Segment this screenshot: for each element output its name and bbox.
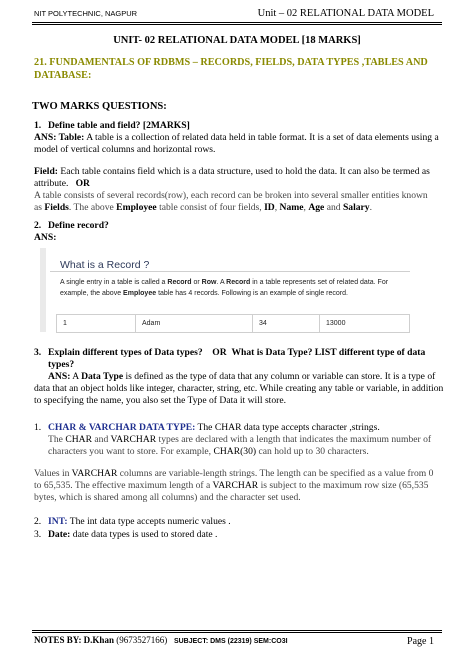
figure-text-part: in a table represents set of related data. For (250, 279, 389, 286)
record-fields: Fields (44, 202, 69, 213)
record-text: . (369, 202, 373, 213)
answer-3-text: A (70, 371, 82, 382)
field-line-1: Each table contains field which is a data structure, used to hold the data. It can also be termed as (57, 166, 430, 177)
figure-text-part: A single entry in a table is called a (60, 279, 168, 286)
list-item-int (34, 516, 454, 528)
question-1 (34, 120, 190, 131)
record-age: Age (308, 202, 325, 213)
header-unit: Unit – 02 RELATIONAL DATA MODEL (257, 8, 434, 19)
figure-title (50, 255, 410, 272)
footer-divider (32, 630, 442, 631)
figure-cell-id: 1 (57, 315, 136, 332)
figure-cell-name: Adam (136, 315, 253, 332)
char-text: characters you want to store. For example, (48, 446, 214, 457)
answer-1-label: ANS: Table: (34, 132, 85, 143)
question-3-text-2: What is Data Type? LIST different type of data (231, 347, 426, 358)
record-name: Name (279, 202, 304, 213)
question-1-number: 1. (34, 120, 42, 131)
figure-text-part: or (191, 279, 202, 286)
topic-heading: 21. FUNDAMENTALS OF RDBMS – RECORDS, FIELDS, DATA TYPES ,TABLES AND DATABASE: (34, 57, 428, 81)
varchar-text: to 65,535. The effective maximum length of a (34, 480, 213, 491)
list-item-char (34, 422, 454, 434)
varchar-keyword-2: VARCHAR (71, 468, 118, 479)
question-2 (34, 220, 109, 231)
header-divider (32, 22, 442, 23)
list-number-1: 1. (34, 422, 42, 433)
field-definition (34, 166, 454, 190)
list-text-char: The CHAR data type accepts character ,strings. (195, 422, 380, 433)
page-title: UNIT- 02 RELATIONAL DATA MODEL [18 MARKS] (113, 35, 361, 46)
question-3 (34, 347, 454, 371)
image-border (40, 248, 46, 332)
footer-divider-2 (32, 632, 442, 633)
figure-record-2: Record (226, 279, 251, 286)
answer-1-line-1: A table is a collection of related data held in table format. It is a set of data elements using a (84, 132, 439, 143)
answer-3-text: is defined as the type of data that any column or variable can store. It is a type of (123, 371, 436, 382)
list-text-date: date data types is used to stored date . (70, 529, 218, 540)
question-1-text: Define table and field? [2MARKS] (48, 120, 190, 131)
list-label-int: INT: (48, 516, 68, 527)
list-item-date (34, 529, 454, 541)
record-id: ID (264, 202, 275, 213)
varchar-keyword-3: VARCHAR (212, 480, 259, 491)
varchar-text: Values in (34, 468, 72, 479)
footer-author: NOTES BY: D.Khan (34, 635, 114, 645)
page-number: Page 1 (407, 636, 434, 647)
char-text: types are declared with a length that indicates the maximum number of (156, 434, 432, 445)
char-text: can hold up to 30 characters. (256, 446, 369, 457)
record-salary: Salary (342, 202, 370, 213)
figure-cell-age: 34 (253, 315, 320, 332)
figure-cell-salary: 13000 (326, 320, 346, 327)
varchar-paragraph (34, 468, 454, 504)
question-2-text: Define record? (48, 220, 109, 231)
varchar-text: bytes, which is shared among all columns) and the character set used. (34, 492, 301, 503)
field-line-2: attribute. (34, 178, 69, 189)
question-3-number: 3. (34, 347, 42, 358)
question-3-text-3: types? (48, 359, 75, 370)
figure-record: Record (167, 279, 192, 286)
varchar-text: columns are variable-length strings. The length can be specified as a value from 0 (117, 468, 434, 479)
figure-text-part: table has 4 records. Following is an example of single record. (156, 290, 348, 297)
record-line-1: A table consists of several records(row), each record can be broken into several smaller entities known (34, 190, 428, 201)
char-paragraph (48, 434, 454, 458)
figure-text-part: example, the above (60, 290, 124, 297)
record-text: , (274, 202, 280, 213)
record-explanation (34, 190, 454, 214)
list-number-3: 3. (34, 529, 42, 540)
section-heading: TWO MARKS QUESTIONS: (32, 101, 167, 112)
varchar-text: is subject to the maximum row size (65,535 (258, 480, 429, 491)
varchar-keyword: VARCHAR (110, 434, 157, 445)
field-label: Field: (34, 166, 58, 177)
question-3-or: OR (212, 347, 227, 358)
list-text-int: The int data type accepts numeric values . (67, 516, 231, 527)
answer-3 (34, 371, 454, 407)
answer-1-line-2: model of vertical columns and horizontal rows. (34, 144, 216, 155)
record-text: table consist of four fields, (156, 202, 265, 213)
figure-text-part: . A (216, 279, 227, 286)
figure-row: Row (201, 279, 217, 286)
record-text: , (303, 202, 309, 213)
question-3-text: Explain different types of Data types? (48, 347, 203, 358)
record-employee: Employee (116, 202, 157, 213)
answer-3-line-2: data that an object holds like integer, character, string, etc. While creating any table or variable, in addition (34, 383, 444, 394)
answer-1 (34, 132, 454, 156)
footer-phone: (9673527166) (113, 635, 168, 645)
answer-3-label: ANS: (48, 371, 71, 382)
figure-heading: What is a Record ? (60, 259, 150, 271)
list-number-2: 2. (34, 516, 42, 527)
char30-keyword: CHAR(30) (213, 446, 257, 457)
record-text: . The above (68, 202, 117, 213)
record-text: and (324, 202, 343, 213)
footer-subject: SUBJECT: DMS (22319) SEM:CO3I (173, 638, 288, 645)
figure-text (60, 277, 405, 299)
question-2-number: 2. (34, 220, 42, 231)
header-divider-2 (32, 24, 442, 25)
char-keyword: CHAR (65, 434, 92, 445)
list-label-date: Date: (48, 529, 71, 540)
list-label-char: CHAR & VARCHAR DATA TYPE: (48, 422, 196, 433)
char-text: and (91, 434, 111, 445)
field-or: OR (75, 178, 90, 189)
figure-employee: Employee (123, 290, 157, 297)
char-text: The (48, 434, 66, 445)
figure-record-row (56, 314, 410, 333)
answer-3-datatype: Data Type (81, 371, 124, 382)
header-institute: NIT POLYTECHNIC, NAGPUR (34, 9, 138, 18)
answer-2-label: ANS: (34, 232, 57, 243)
answer-3-line-3: to specifying the name, you also set the Type of Data it will store. (34, 395, 286, 406)
record-text: as (34, 202, 45, 213)
footer-notes (34, 635, 288, 645)
